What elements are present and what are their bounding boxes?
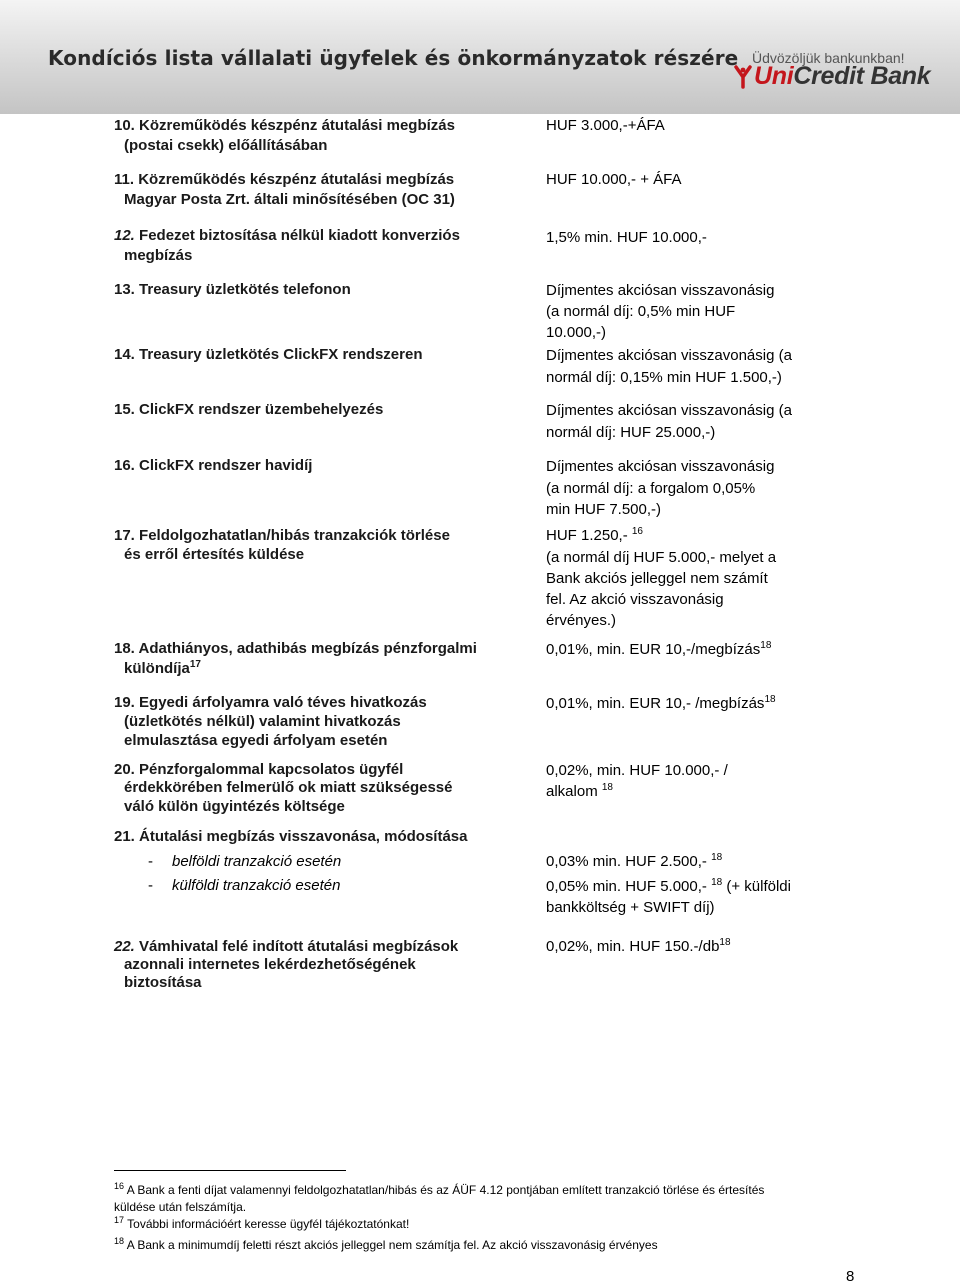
row-12-label: 12. Fedezet biztosítása nélkül kiadott konverziós — [114, 227, 460, 244]
row-17-fee-line4: fel. Az akció visszavonásig — [546, 591, 724, 608]
row-13-label: 13. Treasury üzletkötés telefonon — [114, 281, 351, 298]
subrow-foreign-fee: 0,05% min. HUF 5.000,- $^{18}$ (+ külföldi — [546, 877, 791, 895]
footnote-ref-16: 16 — [631, 526, 643, 537]
footnote-ref-18: 18 — [764, 694, 776, 705]
subrow-domestic-fee: 0,03% min. HUF 2.500,- $^{18}$ — [546, 852, 723, 870]
row-22-label-line2: azonnali internetes lekérdezhetőségének — [124, 956, 416, 973]
row-17-fee-line5: érvényes.) — [546, 612, 617, 629]
footnote-separator — [114, 1170, 346, 1171]
row-10-fee: HUF 3.000,-+ÁFA — [546, 117, 665, 134]
footnote-17: $^{17}$ További információért keresse ügyfél tájékoztatónkat! — [114, 1215, 410, 1231]
footnote-18: $^{18}$ A Bank a minimumdíj feletti részt akciós jelleggel nem számítja fel. Az akció visszavonásig érvényes — [114, 1236, 658, 1252]
row-13-fee-line2: (a normál díj: 0,5% min HUF — [546, 303, 736, 320]
row-20-label: 20. Pénzforgalommal kapcsolatos ügyfél — [114, 761, 404, 778]
footnote-ref-18: 18 — [711, 852, 723, 863]
row-17-label: 17. Feldolgozhatatlan/hibás tranzakciók törlése — [114, 527, 450, 544]
row-14-fee-line2: normál díj: 0,15% min HUF 1.500,-) — [546, 369, 782, 386]
row-20-label-line3: váló külön ügyintézés költsége — [124, 798, 345, 815]
row-11-label: 11. Közreműködés készpénz átutalási megbízás — [114, 171, 455, 188]
subrow-foreign-label: külföldi tranzakció esetén — [172, 877, 341, 894]
row-16-label: 16. ClickFX rendszer havidíj — [114, 457, 313, 474]
row-12-label-line2: megbízás — [124, 247, 193, 264]
row-22-fee: 0,02%, min. HUF $150.-/db^{18}$ — [546, 937, 731, 955]
row-19-label-line3: elmulasztása egyedi árfolyam esetén — [124, 732, 388, 749]
row-21-label: 21. Átutalási megbízás visszavonása, módosítása — [114, 828, 468, 845]
row-22-label-line3: biztosítása — [124, 974, 202, 991]
logo-name: UniCredit Bank — [754, 62, 931, 90]
row-15-fee-line2: normál díj: HUF 25.000,-) — [546, 424, 716, 441]
row-10-label: 10. Közreműködés készpénz átutalási megbízás — [114, 117, 455, 134]
row-15-fee: Díjmentes akciósan visszavonásig (a — [546, 402, 792, 419]
row-11-label-line2: Magyar Posta Zrt. általi minősítésében (OC 31) — [124, 191, 455, 208]
row-13-fee: Díjmentes akciósan visszavonásig — [546, 282, 775, 299]
logo-tagline: Üdvözöljük bankunkban! — [752, 50, 905, 66]
row-22-label: 22. Vámhivatal felé indított átutalási megbízások — [114, 938, 459, 955]
row-18-label-line2: különdíja$^{17}$ — [124, 659, 201, 677]
row-20-fee: 0,02%, min. HUF 10.000,- / — [546, 762, 728, 779]
row-19-label: 19. Egyedi árfolyamra való téves hivatkozás — [114, 694, 427, 711]
footnote-ref-18: 18 — [719, 937, 731, 948]
row-16-fee-line2: (a normál díj: a forgalom 0,05% — [546, 480, 756, 497]
row-10-label-line2: (postai csekk) előállításában — [124, 137, 328, 154]
row-11-fee: HUF 10.000,- + ÁFA — [546, 171, 682, 188]
row-17-fee: HUF 1.250,- $^{16}$ — [546, 526, 643, 544]
subrow-dash: - — [148, 877, 153, 894]
subrow-foreign-fee-line2: bankköltség + SWIFT díj) — [546, 899, 715, 916]
row-18-fee: 0,01%, min. EUR 10,-/megbízás$^{18}$ — [546, 640, 772, 658]
subrow-dash: - — [148, 853, 153, 870]
row-13-fee-line3: 10.000,-) — [546, 324, 607, 341]
document-title: Kondíciós lista vállalati ügyfelek és önkormányzatok részére — [48, 46, 739, 70]
footnote-ref-18: 18 — [760, 640, 772, 651]
row-14-label: 14. Treasury üzletkötés ClickFX rendszeren — [114, 346, 423, 363]
footnote-16: $^{16}$ A Bank a fenti díjat valamennyi feldolgozhatatlan/hibás és az ÁÜF 4.12 pontjában említett tranzakció törlése és értesítés — [114, 1181, 765, 1197]
row-12-fee: 1,5% min. HUF 10.000,- — [546, 229, 707, 246]
row-20-label-line2: érdekkörében felmerülő ok miatt szükségessé — [124, 779, 453, 796]
row-15-label: 15. ClickFX rendszer üzembehelyezés — [114, 401, 384, 418]
subrow-domestic-label: belföldi tranzakció esetén — [172, 853, 342, 870]
row-19-fee: 0,01%, min. EUR 10,- /megbízás$^{18}$ — [546, 694, 776, 712]
footnote-ref-18: 18 — [601, 782, 613, 793]
page-number: 8 — [846, 1268, 855, 1285]
footnote-ref-18: 18 — [711, 877, 723, 888]
row-16-fee-line3: min HUF 7.500,-) — [546, 501, 662, 518]
footnote-16-line2: küldése után felszámítja. — [114, 1200, 247, 1214]
row-19-label-line2: (üzletkötés nélkül) valamint hivatkozás — [124, 713, 401, 730]
row-17-fee-line3: Bank akciós jelleggel nem számít — [546, 570, 768, 587]
row-20-fee-line2: alkalom $^{18}$ — [546, 782, 613, 800]
row-17-label-line2: és erről értesítés küldése — [124, 546, 305, 563]
row-16-fee: Díjmentes akciósan visszavonásig — [546, 458, 775, 475]
footnote-ref-17: 17 — [189, 659, 201, 670]
row-14-fee: Díjmentes akciósan visszavonásig (a — [546, 347, 792, 364]
row-17-fee-line2: (a normál díj HUF 5.000,- melyet a — [546, 549, 777, 566]
row-18-label: 18. Adathiányos, adathibás megbízás pénzforgalmi — [114, 640, 477, 657]
